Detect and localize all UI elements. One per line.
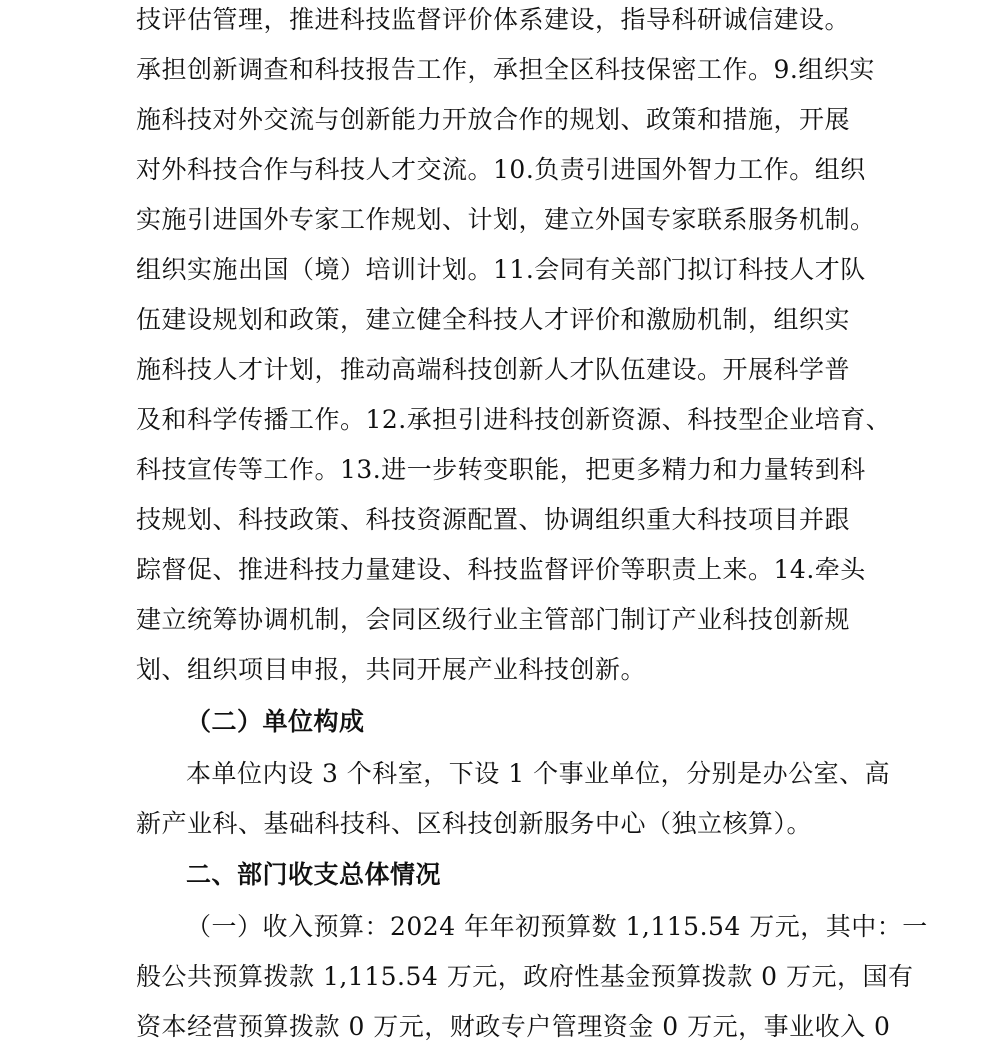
paragraph-line: 对外科技合作与科技人才交流。10.负责引进国外智力工作。组织 xyxy=(136,155,866,184)
paragraph-line: 技规划、科技政策、科技资源配置、协调组织重大科技项目并跟 xyxy=(136,505,851,534)
section-heading-unit-composition: （二）单位构成 xyxy=(186,707,365,736)
paragraph-line: 承担创新调查和科技报告工作，承担全区科技保密工作。9.组织实 xyxy=(136,55,875,84)
paragraph-line: 划、组织项目申报，共同开展产业科技创新。 xyxy=(136,655,647,684)
paragraph-line: 本单位内设 3 个科室，下设 1 个事业单位，分别是办公室、高 xyxy=(186,759,891,788)
paragraph-line: 及和科学传播工作。12.承担引进科技创新资源、科技型企业培育、 xyxy=(136,405,892,434)
paragraph-line: 建立统筹协调机制，会同区级行业主管部门制订产业科技创新规 xyxy=(136,605,851,634)
paragraph-line: 施科技人才计划，推动高端科技创新人才队伍建设。开展科学普 xyxy=(136,355,851,384)
paragraph-line: 科技宣传等工作。13.进一步转变职能，把更多精力和力量转到科 xyxy=(136,455,866,484)
paragraph-line: 施科技对外交流与创新能力开放合作的规划、政策和措施，开展 xyxy=(136,105,851,134)
paragraph-line: 组织实施出国（境）培训计划。11.会同有关部门拟订科技人才队 xyxy=(136,255,866,284)
paragraph-line: 资本经营预算拨款 0 万元，财政专户管理资金 0 万元，事业收入 0 xyxy=(136,1012,891,1041)
paragraph-line: 新产业科、基础科技科、区科技创新服务中心（独立核算）。 xyxy=(136,809,813,838)
paragraph-line: 实施引进国外专家工作规划、计划，建立外国专家联系服务机制。 xyxy=(136,205,876,234)
section-heading-budget-overview: 二、部门收支总体情况 xyxy=(186,860,442,889)
paragraph-line: 般公共预算拨款 1,115.54 万元，政府性基金预算拨款 0 万元，国有 xyxy=(136,962,914,991)
paragraph-line: 技评估管理，推进科技监督评价体系建设，指导科研诚信建设。 xyxy=(136,5,851,34)
paragraph-line: （一）收入预算：2024 年年初预算数 1,115.54 万元，其中：一 xyxy=(186,912,928,941)
paragraph-line: 伍建设规划和政策，建立健全科技人才评价和激励机制，组织实 xyxy=(136,305,851,334)
paragraph-line: 踪督促、推进科技力量建设、科技监督评价等职责上来。14.牵头 xyxy=(136,555,866,584)
